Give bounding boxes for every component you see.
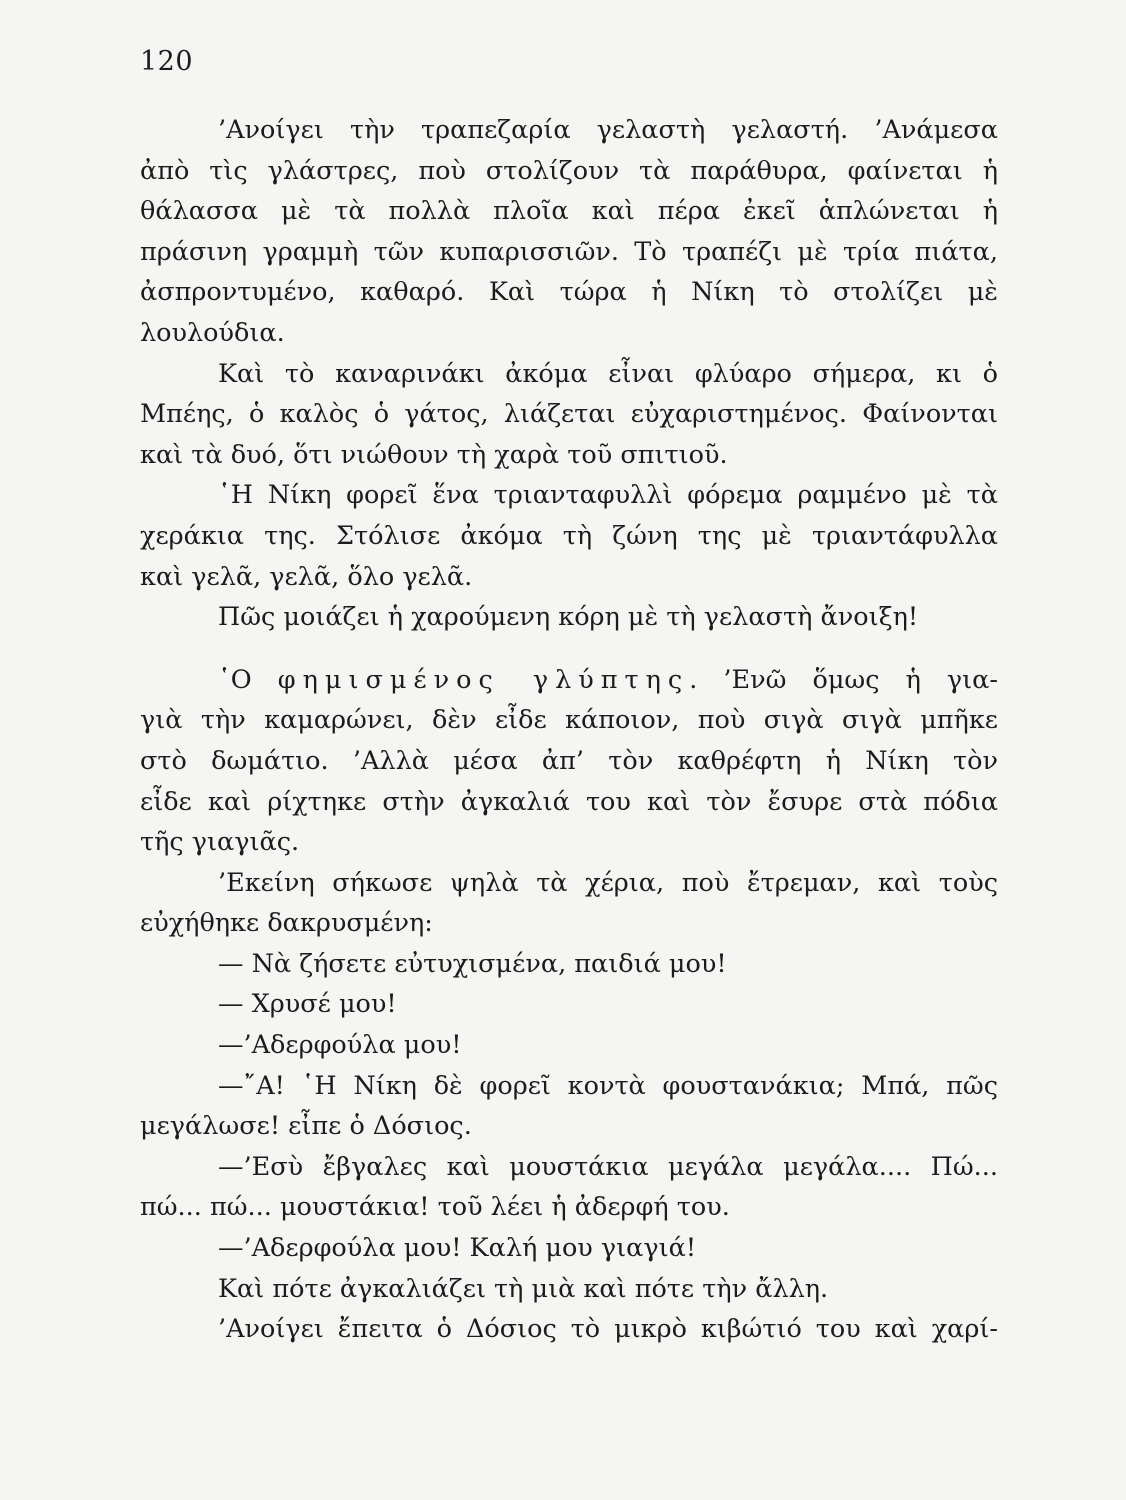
page-number: 120 (140, 46, 194, 77)
text-line: Καὶ τὸ καναρινάκι ἀκόμα εἶναι φλύαρο σήμερα, κι ὁ (218, 358, 998, 389)
text-line: —’Αδερφούλα μου! (218, 1030, 462, 1061)
body-text (140, 110, 998, 1350)
text-line: ’Ανοίγει ἔπειτα ὁ Δόσιος τὸ μικρὸ κιβώτιό του καὶ χαρί- (218, 1314, 998, 1345)
text-line: ’Εκείνη σήκωσε ψηλὰ τὰ χέρια, ποὺ ἔτρεμαν, καὶ τοὺς (218, 867, 998, 898)
text-line: γιὰ τὴν καμαρώνει, δὲν εἶδε κάποιον, ποὺ σιγὰ σιγὰ μπῆκε (140, 705, 998, 736)
text-line: —῎Α! ῾Η Νίκη δὲ φορεῖ κοντὰ φουστανάκια; Μπά, πῶς (218, 1070, 998, 1101)
text-line: — Χρυσέ μου! (218, 989, 397, 1020)
text-line: ’Ανοίγει τὴν τραπεζαρία γελαστὴ γελαστή. ’Ανάμεσα (218, 115, 998, 145)
text-line: στὸ δωμάτιο. ’Αλλὰ μέσα ἀπ’ τὸν καθρέφτη ἡ Νίκη τὸν (140, 745, 998, 776)
text-line: ῾Η Νίκη φορεῖ ἕνα τριανταφυλλὶ φόρεμα ραμμένο μὲ τὰ (218, 480, 998, 511)
spaced-heading: φημισμένος γλύπτης (277, 664, 690, 695)
text-line: πώ... πώ... μουστάκια! τοῦ λέει ἡ ἀδερφή του. (140, 1192, 730, 1223)
text-line: μεγάλωσε! εἶπε ὁ Δόσιος. (140, 1111, 472, 1142)
text-line: εὐχήθηκε δακρυσμένη: (140, 908, 433, 939)
text-line: πράσινη γραμμὴ τῶν κυπαρισσιῶν. Τὸ τραπέζι μὲ τρία πιάτα, (140, 236, 998, 267)
text-line: ἀπὸ τὶς γλάστρες, ποὺ στολίζουν τὰ παράθυρα, φαίνεται ἡ (140, 155, 998, 186)
text-line: καὶ τὰ δυό, ὅτι νιώθουν τὴ χαρὰ τοῦ σπιτιοῦ. (140, 439, 728, 470)
paragraph-gap (140, 638, 998, 660)
text-line: χεράκια της. Στόλισε ἀκόμα τὴ ζώνη της μὲ τριαντάφυλλα (140, 520, 998, 551)
text-line: Καὶ πότε ἀγκαλιάζει τὴ μιὰ καὶ πότε τὴν ἄλλη. (218, 1273, 829, 1304)
text-line: — Νὰ ζήσετε εὐτυχισμένα, παιδιά μου! (218, 948, 727, 979)
text-line: ῾Ο φημισμένος γλύπτης. ’Ενῶ ὅμως ἡ για- (218, 664, 999, 695)
text-line: ἀσπροντυμένο, καθαρό. Καὶ τώρα ἡ Νίκη τὸ στολίζει μὲ (140, 277, 998, 308)
text-line: —’Αδερφούλα μου! Καλή μου γιαγιά! (218, 1233, 697, 1264)
text-line: τῆς γιαγιᾶς. (140, 827, 300, 858)
text-line: θάλασσα μὲ τὰ πολλὰ πλοῖα καὶ πέρα ἐκεῖ ἁπλώνεται ἡ (140, 196, 998, 227)
text-line: εἶδε καὶ ρίχτηκε στὴν ἀγκαλιά του καὶ τὸν ἔσυρε στὰ πόδια (140, 786, 998, 817)
text-line: Πῶς μοιάζει ἡ χαρούμενη κόρη μὲ τὴ γελαστὴ ἄνοιξη! (218, 602, 919, 633)
text-line: —’Εσὺ ἔβγαλες καὶ μουστάκια μεγάλα μεγάλα.... Πώ... (218, 1151, 998, 1182)
text-line: καὶ γελᾶ, γελᾶ, ὅλο γελᾶ. (140, 561, 473, 592)
text-line: λουλούδια. (140, 317, 285, 348)
text-line: Μπέης, ὁ καλὸς ὁ γάτος, λιάζεται εὐχαριστημένος. Φαίνονται (140, 399, 998, 430)
